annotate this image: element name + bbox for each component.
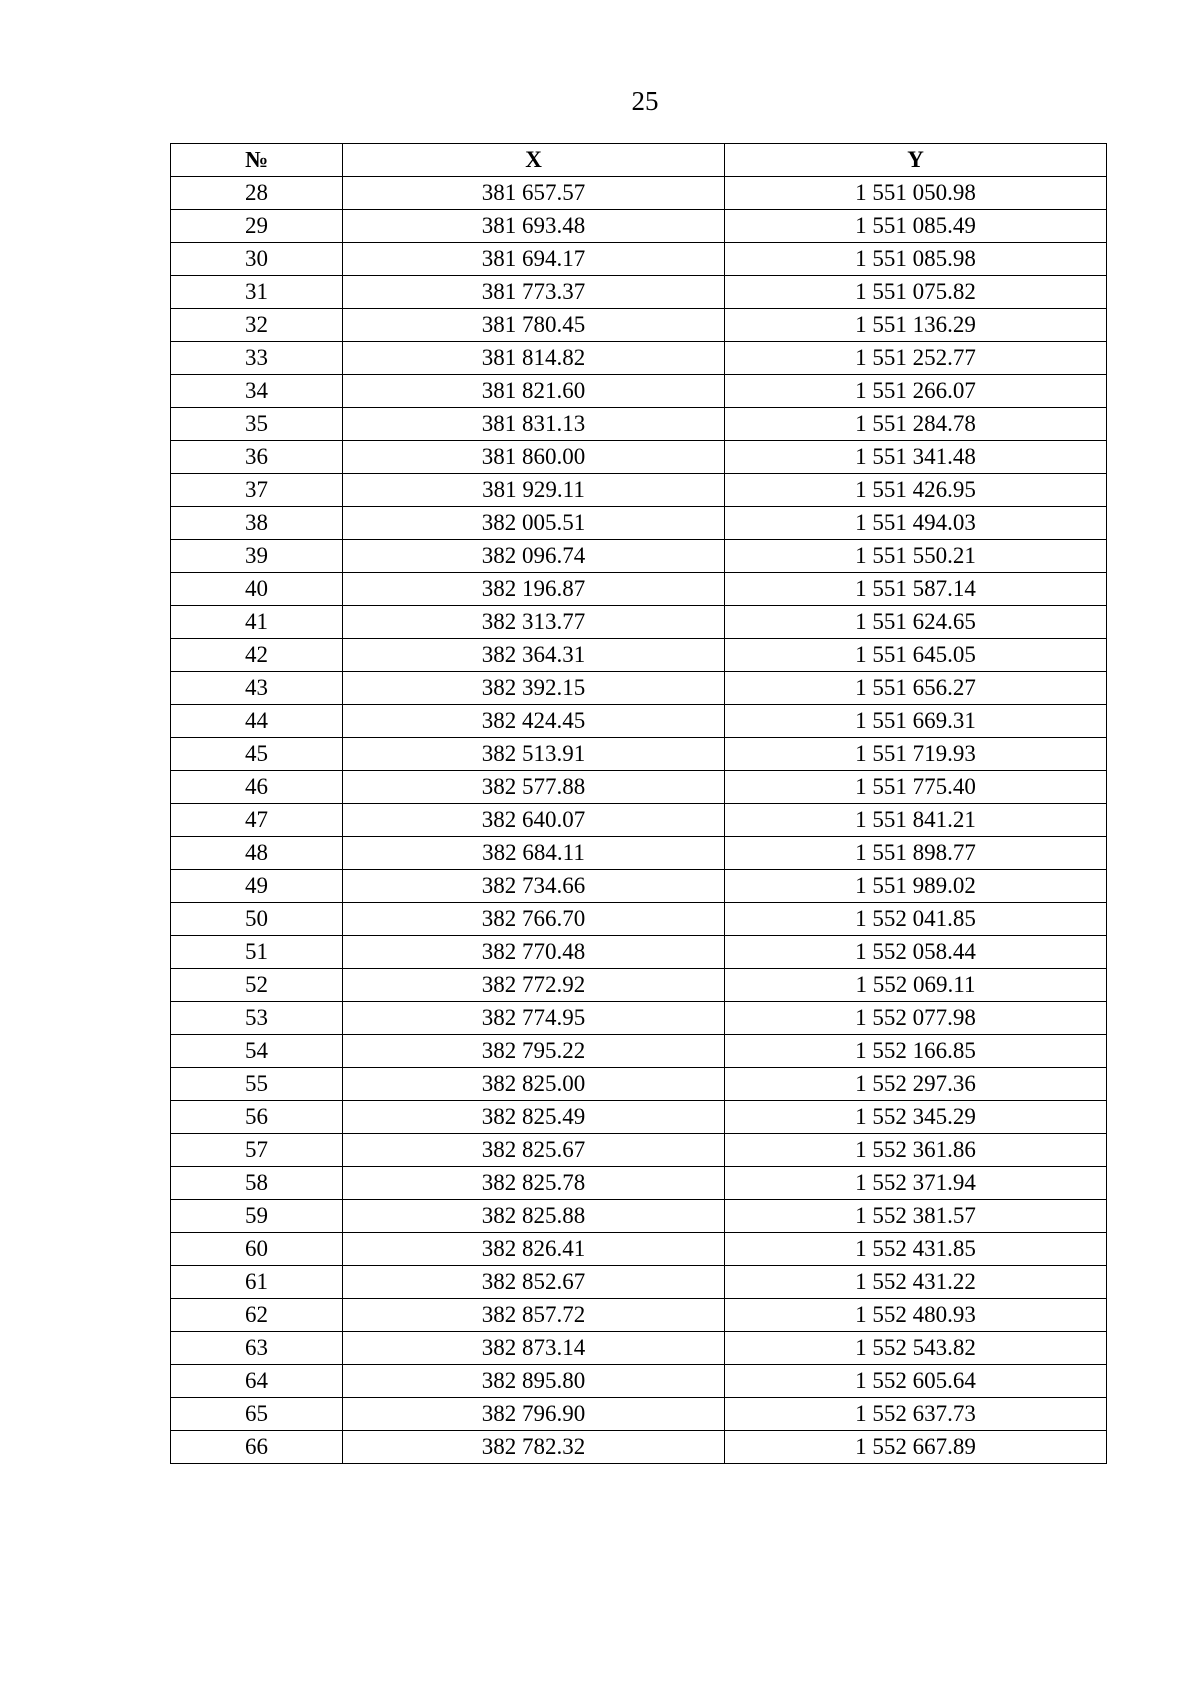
table-row <box>171 804 1107 837</box>
table-header-row <box>171 144 1107 177</box>
point-number-cell: 45 <box>171 738 343 771</box>
point-number-cell: 62 <box>171 1299 343 1332</box>
table-row <box>171 1266 1107 1299</box>
y-coordinate-cell: 1 552 480.93 <box>725 1299 1107 1332</box>
table-row <box>171 210 1107 243</box>
x-coordinate-cell: 382 795.22 <box>343 1035 725 1068</box>
x-coordinate-cell: 382 424.45 <box>343 705 725 738</box>
x-coordinate-cell: 381 693.48 <box>343 210 725 243</box>
table-row <box>171 936 1107 969</box>
point-number-cell: 31 <box>171 276 343 309</box>
point-number-cell: 33 <box>171 342 343 375</box>
x-coordinate-cell: 382 825.78 <box>343 1167 725 1200</box>
y-coordinate-cell: 1 551 494.03 <box>725 507 1107 540</box>
table-row <box>171 969 1107 1002</box>
point-number-cell: 34 <box>171 375 343 408</box>
y-coordinate-cell: 1 552 069.11 <box>725 969 1107 1002</box>
y-coordinate-cell: 1 552 381.57 <box>725 1200 1107 1233</box>
point-number-cell: 53 <box>171 1002 343 1035</box>
header-x: X <box>343 144 725 177</box>
point-number-cell: 52 <box>171 969 343 1002</box>
point-number-cell: 30 <box>171 243 343 276</box>
point-number-cell: 58 <box>171 1167 343 1200</box>
table-row <box>171 177 1107 210</box>
y-coordinate-cell: 1 551 426.95 <box>725 474 1107 507</box>
point-number-cell: 61 <box>171 1266 343 1299</box>
x-coordinate-cell: 382 364.31 <box>343 639 725 672</box>
table-row <box>171 441 1107 474</box>
x-coordinate-cell: 382 782.32 <box>343 1431 725 1464</box>
table-body <box>171 177 1107 1464</box>
y-coordinate-cell: 1 551 050.98 <box>725 177 1107 210</box>
table-row <box>171 276 1107 309</box>
x-coordinate-cell: 382 826.41 <box>343 1233 725 1266</box>
x-coordinate-cell: 381 929.11 <box>343 474 725 507</box>
x-coordinate-cell: 382 774.95 <box>343 1002 725 1035</box>
header-number: № <box>171 144 343 177</box>
y-coordinate-cell: 1 551 266.07 <box>725 375 1107 408</box>
x-coordinate-cell: 382 825.88 <box>343 1200 725 1233</box>
table-row <box>171 1101 1107 1134</box>
y-coordinate-cell: 1 552 077.98 <box>725 1002 1107 1035</box>
y-coordinate-cell: 1 552 667.89 <box>725 1431 1107 1464</box>
table-row <box>171 408 1107 441</box>
point-number-cell: 64 <box>171 1365 343 1398</box>
point-number-cell: 60 <box>171 1233 343 1266</box>
y-coordinate-cell: 1 552 166.85 <box>725 1035 1107 1068</box>
y-coordinate-cell: 1 551 841.21 <box>725 804 1107 837</box>
point-number-cell: 44 <box>171 705 343 738</box>
table-row <box>171 1200 1107 1233</box>
x-coordinate-cell: 382 196.87 <box>343 573 725 606</box>
x-coordinate-cell: 382 825.49 <box>343 1101 725 1134</box>
y-coordinate-cell: 1 551 775.40 <box>725 771 1107 804</box>
y-coordinate-cell: 1 551 645.05 <box>725 639 1107 672</box>
point-number-cell: 55 <box>171 1068 343 1101</box>
table-row <box>171 771 1107 804</box>
x-coordinate-cell: 382 313.77 <box>343 606 725 639</box>
x-coordinate-cell: 381 814.82 <box>343 342 725 375</box>
x-coordinate-cell: 382 873.14 <box>343 1332 725 1365</box>
point-number-cell: 28 <box>171 177 343 210</box>
y-coordinate-cell: 1 551 719.93 <box>725 738 1107 771</box>
point-number-cell: 42 <box>171 639 343 672</box>
table-row <box>171 243 1107 276</box>
table-row <box>171 507 1107 540</box>
y-coordinate-cell: 1 552 431.22 <box>725 1266 1107 1299</box>
table-row <box>171 474 1107 507</box>
y-coordinate-cell: 1 552 058.44 <box>725 936 1107 969</box>
table-row <box>171 672 1107 705</box>
x-coordinate-cell: 382 513.91 <box>343 738 725 771</box>
point-number-cell: 50 <box>171 903 343 936</box>
table-row <box>171 1134 1107 1167</box>
x-coordinate-cell: 382 852.67 <box>343 1266 725 1299</box>
point-number-cell: 63 <box>171 1332 343 1365</box>
table-row <box>171 1068 1107 1101</box>
x-coordinate-cell: 382 770.48 <box>343 936 725 969</box>
table-row <box>171 342 1107 375</box>
point-number-cell: 46 <box>171 771 343 804</box>
point-number-cell: 66 <box>171 1431 343 1464</box>
x-coordinate-cell: 382 684.11 <box>343 837 725 870</box>
table-row <box>171 309 1107 342</box>
table-row <box>171 1299 1107 1332</box>
x-coordinate-cell: 381 780.45 <box>343 309 725 342</box>
point-number-cell: 40 <box>171 573 343 606</box>
y-coordinate-cell: 1 551 284.78 <box>725 408 1107 441</box>
point-number-cell: 41 <box>171 606 343 639</box>
table-row <box>171 1431 1107 1464</box>
x-coordinate-cell: 382 734.66 <box>343 870 725 903</box>
table-row <box>171 639 1107 672</box>
table-row <box>171 903 1107 936</box>
y-coordinate-cell: 1 551 341.48 <box>725 441 1107 474</box>
page-number: 25 <box>631 86 659 116</box>
table-row <box>171 1365 1107 1398</box>
y-coordinate-cell: 1 551 136.29 <box>725 309 1107 342</box>
x-coordinate-cell: 381 860.00 <box>343 441 725 474</box>
y-coordinate-cell: 1 551 989.02 <box>725 870 1107 903</box>
point-number-cell: 59 <box>171 1200 343 1233</box>
table-row <box>171 606 1107 639</box>
point-number-cell: 32 <box>171 309 343 342</box>
table-row <box>171 1332 1107 1365</box>
table-row <box>171 837 1107 870</box>
y-coordinate-cell: 1 552 297.36 <box>725 1068 1107 1101</box>
point-number-cell: 36 <box>171 441 343 474</box>
coordinates-table <box>170 143 1107 1464</box>
x-coordinate-cell: 381 821.60 <box>343 375 725 408</box>
x-coordinate-cell: 382 766.70 <box>343 903 725 936</box>
y-coordinate-cell: 1 551 656.27 <box>725 672 1107 705</box>
x-coordinate-cell: 382 577.88 <box>343 771 725 804</box>
table-row <box>171 705 1107 738</box>
point-number-cell: 35 <box>171 408 343 441</box>
y-coordinate-cell: 1 552 345.29 <box>725 1101 1107 1134</box>
y-coordinate-cell: 1 551 085.49 <box>725 210 1107 243</box>
point-number-cell: 57 <box>171 1134 343 1167</box>
table-row <box>171 1002 1107 1035</box>
y-coordinate-cell: 1 551 252.77 <box>725 342 1107 375</box>
point-number-cell: 43 <box>171 672 343 705</box>
point-number-cell: 37 <box>171 474 343 507</box>
y-coordinate-cell: 1 551 669.31 <box>725 705 1107 738</box>
x-coordinate-cell: 381 694.17 <box>343 243 725 276</box>
table-row <box>171 540 1107 573</box>
point-number-cell: 29 <box>171 210 343 243</box>
x-coordinate-cell: 382 825.00 <box>343 1068 725 1101</box>
x-coordinate-cell: 381 773.37 <box>343 276 725 309</box>
x-coordinate-cell: 382 640.07 <box>343 804 725 837</box>
y-coordinate-cell: 1 551 550.21 <box>725 540 1107 573</box>
table-row <box>171 573 1107 606</box>
y-coordinate-cell: 1 551 587.14 <box>725 573 1107 606</box>
table-row <box>171 1035 1107 1068</box>
table-row <box>171 1167 1107 1200</box>
point-number-cell: 54 <box>171 1035 343 1068</box>
y-coordinate-cell: 1 552 371.94 <box>725 1167 1107 1200</box>
point-number-cell: 48 <box>171 837 343 870</box>
x-coordinate-cell: 382 005.51 <box>343 507 725 540</box>
table-row <box>171 375 1107 408</box>
y-coordinate-cell: 1 552 637.73 <box>725 1398 1107 1431</box>
point-number-cell: 49 <box>171 870 343 903</box>
table-row <box>171 738 1107 771</box>
y-coordinate-cell: 1 552 431.85 <box>725 1233 1107 1266</box>
table-row <box>171 870 1107 903</box>
x-coordinate-cell: 382 772.92 <box>343 969 725 1002</box>
x-coordinate-cell: 382 825.67 <box>343 1134 725 1167</box>
y-coordinate-cell: 1 551 624.65 <box>725 606 1107 639</box>
point-number-cell: 56 <box>171 1101 343 1134</box>
point-number-cell: 39 <box>171 540 343 573</box>
x-coordinate-cell: 382 796.90 <box>343 1398 725 1431</box>
y-coordinate-cell: 1 552 041.85 <box>725 903 1107 936</box>
x-coordinate-cell: 382 857.72 <box>343 1299 725 1332</box>
point-number-cell: 47 <box>171 804 343 837</box>
x-coordinate-cell: 382 895.80 <box>343 1365 725 1398</box>
point-number-cell: 65 <box>171 1398 343 1431</box>
table-row <box>171 1233 1107 1266</box>
table-row <box>171 1398 1107 1431</box>
x-coordinate-cell: 381 657.57 <box>343 177 725 210</box>
y-coordinate-cell: 1 552 543.82 <box>725 1332 1107 1365</box>
y-coordinate-cell: 1 552 605.64 <box>725 1365 1107 1398</box>
point-number-cell: 51 <box>171 936 343 969</box>
x-coordinate-cell: 382 096.74 <box>343 540 725 573</box>
y-coordinate-cell: 1 551 085.98 <box>725 243 1107 276</box>
y-coordinate-cell: 1 551 075.82 <box>725 276 1107 309</box>
y-coordinate-cell: 1 552 361.86 <box>725 1134 1107 1167</box>
y-coordinate-cell: 1 551 898.77 <box>725 837 1107 870</box>
point-number-cell: 38 <box>171 507 343 540</box>
x-coordinate-cell: 382 392.15 <box>343 672 725 705</box>
header-y: Y <box>725 144 1107 177</box>
x-coordinate-cell: 381 831.13 <box>343 408 725 441</box>
